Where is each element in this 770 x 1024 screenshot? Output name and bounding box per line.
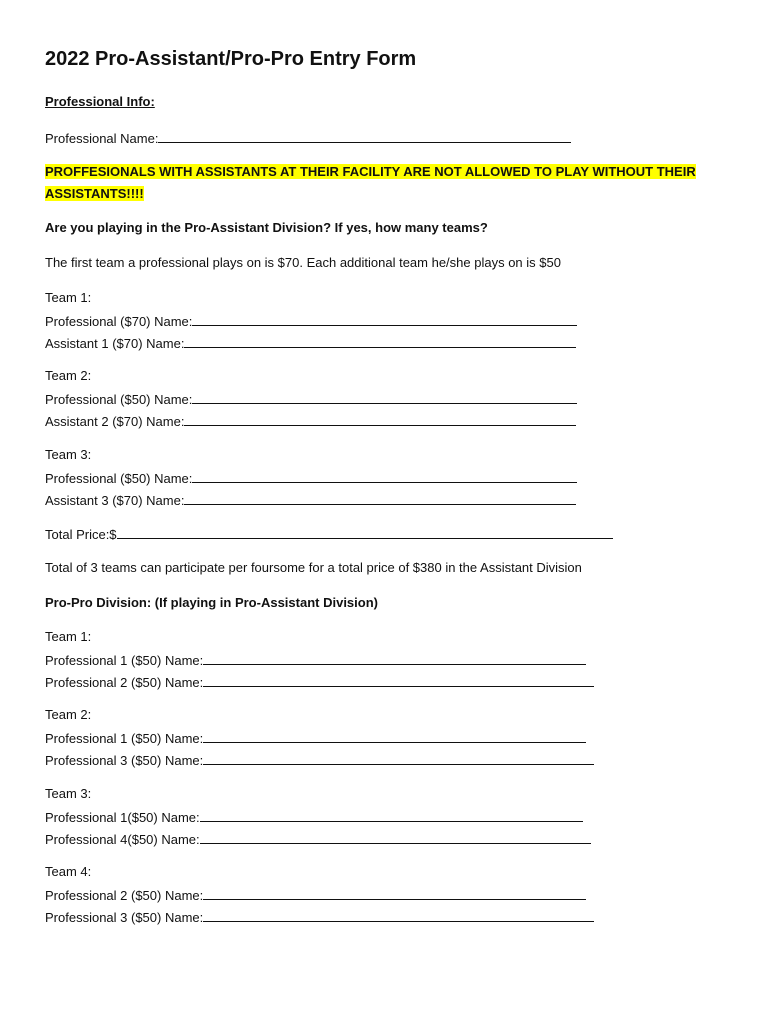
field-label: Professional ($50) Name: [45,471,193,486]
name-field[interactable] [200,807,583,822]
name-field[interactable] [184,490,576,505]
total-note: Total of 3 teams can participate per foursome for a total price of $380 in the Assistant Division [45,560,582,575]
assistant-team-3-label: Team 3: [45,447,92,462]
division-question: Are you playing in the Pro-Assistant Division? If yes, how many teams? [45,220,488,235]
field-label: Professional ($50) Name: [45,392,193,407]
page-title: 2022 Pro-Assistant/Pro-Pro Entry Form [45,48,417,70]
name-field[interactable] [203,650,586,665]
field-label: Professional 3 ($50) Name: [45,753,204,768]
field-label: Professional 2 ($50) Name: [45,888,204,903]
professional-name-row [45,128,571,148]
name-field[interactable] [192,468,577,483]
pro-pro-team-2-row-1 [45,728,586,748]
name-field[interactable] [184,333,576,348]
total-price-row [45,524,613,544]
name-field[interactable] [184,411,576,426]
assistant-team-1-row-1 [45,311,577,331]
pro-pro-team-4-row-1 [45,885,586,905]
field-label: Professional 3 ($50) Name: [45,910,204,925]
assistant-team-2-row-1 [45,389,577,409]
field-label: Professional 4($50) Name: [45,832,200,847]
field-label: Professional 1 ($50) Name: [45,731,204,746]
assistant-team-2-row-2 [45,411,576,431]
total-price-label: Total Price:$ [45,527,117,542]
name-field[interactable] [203,907,594,922]
pro-pro-team-1-row-2 [45,672,594,692]
field-label: Professional 2 ($50) Name: [45,675,204,690]
name-field[interactable] [200,829,591,844]
field-label: Professional ($70) Name: [45,314,193,329]
field-label: Assistant 2 ($70) Name: [45,414,185,429]
name-field[interactable] [192,389,577,404]
name-field[interactable] [192,311,577,326]
warning-text-2: ASSISTANTS!!!! [45,186,144,201]
assistant-team-2-label: Team 2: [45,368,92,383]
professional-name-field[interactable] [158,128,571,143]
pro-pro-team-4-label: Team 4: [45,864,92,879]
name-field[interactable] [203,750,594,765]
assistant-team-3-row-1 [45,468,577,488]
pricing-note: The first team a professional plays on is $70. Each additional team he/she plays on is $50 [45,255,561,270]
field-label: Assistant 1 ($70) Name: [45,336,185,351]
field-label: Assistant 3 ($70) Name: [45,493,185,508]
pro-pro-team-2-row-2 [45,750,594,770]
pro-pro-team-3-row-2 [45,829,591,849]
warning-line-1 [45,163,696,181]
name-field[interactable] [203,885,586,900]
assistant-team-3-row-2 [45,490,576,510]
total-price-field[interactable] [117,524,613,539]
warning-text-1: PROFFESIONALS WITH ASSISTANTS AT THEIR FACILITY ARE NOT ALLOWED TO PLAY WITHOUT THEIR [45,164,696,179]
assistant-team-1-label: Team 1: [45,290,92,305]
assistant-team-1-row-2 [45,333,576,353]
pro-pro-team-1-row-1 [45,650,586,670]
name-field[interactable] [203,728,586,743]
name-field[interactable] [203,672,594,687]
pro-pro-team-1-label: Team 1: [45,629,92,644]
pro-pro-heading: Pro-Pro Division: (If playing in Pro-Assistant Division) [45,595,378,610]
field-label: Professional 1($50) Name: [45,810,200,825]
professional-name-label: Professional Name: [45,131,159,146]
pro-pro-team-3-row-1 [45,807,583,827]
professional-info-heading: Professional Info: [45,94,155,109]
pro-pro-team-4-row-2 [45,907,594,927]
warning-line-2 [45,185,144,203]
pro-pro-team-2-label: Team 2: [45,707,92,722]
field-label: Professional 1 ($50) Name: [45,653,204,668]
pro-pro-team-3-label: Team 3: [45,786,92,801]
